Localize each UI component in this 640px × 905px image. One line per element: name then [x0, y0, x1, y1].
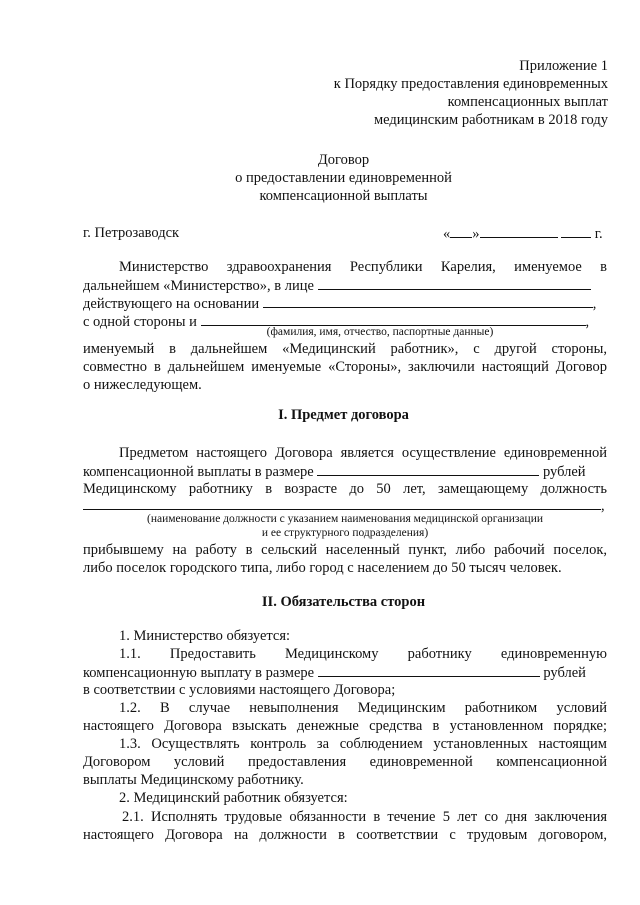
- clause-1-2-line-1: 1.2. В случае невыполнения Медицинским работником условий: [119, 700, 607, 716]
- year-blank: [561, 224, 591, 238]
- worker-details-blank: [201, 312, 586, 326]
- clause-1-1-line-1: 1.1. Предоставить Медицинскому работнику единовременную: [119, 646, 607, 662]
- clause-1-2-line-2: настоящего Договора взыскать денежные средства в установленном порядке;: [83, 718, 607, 734]
- worker-obligations: 2. Медицинский работник обязуется:: [119, 790, 348, 806]
- clause-1-1-rubles: рублей: [543, 665, 586, 681]
- preamble-line-7: о нижеследующем.: [83, 377, 202, 393]
- appendix-line-4: медицинским работникам в 2018 году: [373, 112, 608, 128]
- section-1-line-1: Предметом настоящего Договора является осуществление единовременной: [119, 445, 607, 461]
- date-close-quote: »: [472, 226, 480, 242]
- worker-comma: ,: [585, 314, 590, 330]
- position-comma: ,: [601, 498, 605, 514]
- position-hint-2: и ее структурного подразделения): [261, 527, 429, 539]
- payment-amount-text: компенсационной выплаты в размере: [83, 464, 314, 480]
- clause-2-1-line-2: настоящего Договора на должности в соответствии с трудовым договором,: [83, 827, 607, 843]
- appendix-line-2: к Порядку предоставления единовременных: [333, 76, 608, 92]
- position-blank: [83, 496, 601, 510]
- section-1-line-2: [83, 462, 586, 481]
- month-blank: [480, 224, 558, 238]
- clause-1-3-line-2: Договором условий предоставления единовременной компенсационной: [83, 754, 607, 770]
- clause-1-3-line-3: выплаты Медицинскому работнику.: [83, 772, 304, 788]
- section-2-heading: II. Обязательства сторон: [261, 594, 426, 610]
- representative-blank: [318, 276, 591, 290]
- ministry-obligations: 1. Министерство обязуется:: [119, 628, 291, 644]
- preamble-line-3: [83, 294, 596, 313]
- basis-blank: [263, 294, 593, 308]
- clause-1-3-line-1: 1.3. Осуществлять контроль за соблюдением установленных настоящим: [119, 736, 607, 752]
- position-hint-1: (наименование должности с указанием наименования медицинской организации: [146, 513, 544, 525]
- clause-1-1-amount-text: компенсационную выплату в размере: [83, 665, 315, 681]
- preamble-line-5: именуемый в дальнейшем «Медицинский работник», с другой стороны,: [83, 341, 607, 357]
- section-1-heading: I. Предмет договора: [278, 407, 409, 423]
- contract-subtitle-1: о предоставлении единовременной: [235, 170, 452, 186]
- preamble-line-2: [83, 276, 591, 295]
- section-1-line-4: прибывшему на работу в сельский населенный пункт, либо рабочий поселок,: [83, 542, 607, 558]
- preamble-line-6: совместно в дальнейшем именуемые «Стороны», заключили настоящий Договор: [83, 359, 607, 375]
- clause-1-1-line-3: в соответствии с условиями настоящего Договора;: [83, 682, 396, 698]
- basis-comma: ,: [592, 296, 597, 312]
- date-open-quote: «: [443, 226, 451, 242]
- contract-title: Договор: [317, 152, 370, 168]
- rubles-label: рублей: [542, 464, 586, 480]
- basis-text: действующего на основании: [83, 296, 260, 312]
- other-party-text: с одной стороны и: [83, 314, 197, 330]
- appendix-line-3: компенсационных выплат: [447, 94, 608, 110]
- date-line: [443, 224, 603, 243]
- preamble-ministry-text: дальнейшем «Министерство», в лице: [83, 278, 314, 294]
- payment-amount-blank: [317, 462, 539, 476]
- appendix-line-1: Приложение 1: [519, 58, 608, 74]
- contract-subtitle-2: компенсационной выплаты: [259, 188, 428, 204]
- clause-1-1-line-2: [83, 663, 586, 682]
- clause-2-1-line-1: 2.1. Исполнять трудовые обязанности в течение 5 лет со дня заключения: [122, 809, 607, 825]
- section-1-line-3: Медицинскому работнику в возрасте до 50 лет, замещающему должность: [83, 481, 607, 497]
- city: г. Петрозаводск: [83, 225, 180, 241]
- day-blank: [450, 224, 472, 238]
- section-1-line-5: либо поселок городского типа, либо город с населением до 50 тысяч человек.: [83, 560, 562, 576]
- preamble-line-1: Министерство здравоохранения Республики Карелия, именуемое в: [119, 259, 607, 275]
- clause-1-1-amount-blank: [318, 663, 540, 677]
- worker-details-hint: (фамилия, имя, отчество, паспортные данные): [266, 326, 494, 338]
- year-suffix: г.: [594, 226, 603, 242]
